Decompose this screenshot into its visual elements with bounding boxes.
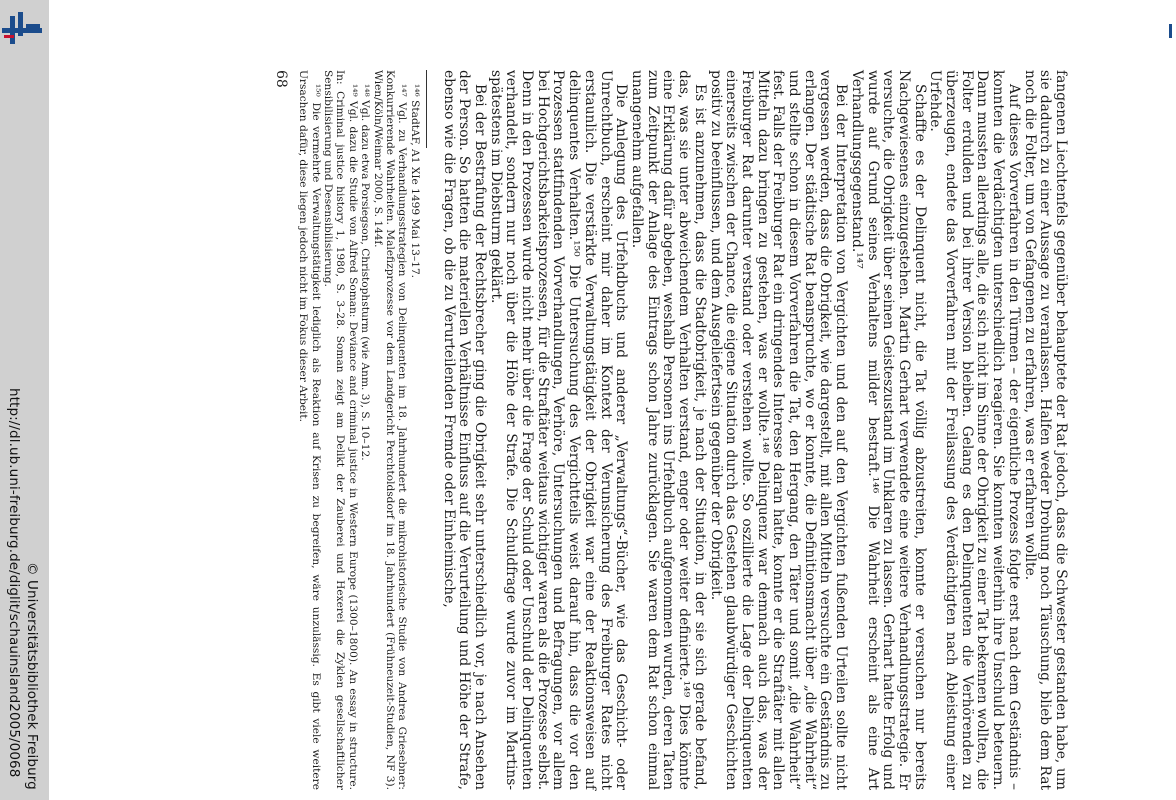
footnote: ¹⁴⁹ Vgl. dazu die Studie von Alfred Soman: Deviance and criminal justice in Western Europe (1300–1800). An essay in structure. In: Criminal justice history 1, 1980, S. 3–28. Soman zeigt am Delikt der Zauberei und Hexerei die Zyklen gesellschaftlicher Sensibilisierung und Desensibilisierung. bbox=[322, 70, 359, 790]
footnote: ¹⁴⁷ Vgl. zu Verhandlungsstrategien von Delinquenten im 18. Jahrhundert die mikrohistorische Studie von Andrea Griesebner: Konkurrierende Wahrheiten. Malefizprozesse vor dem Landgericht Perchtoldsdorf im 18. Jahrhundert (Frühneuzeit-Studien, NF 3). Wien/Köln/Weimar 2000, S. 144f. bbox=[371, 70, 409, 790]
paragraph: Schaffte es der Delinquent nicht, die Tat völlig abzustreiten, konnte er versuchen nur bereits Nachgewiesenes einzugestehen. Martin Gerhart verwendete eine weitere Verhandlungsstrategie. Er versuchte, die Obrigkeit über seinen Geisteszustand im Unklaren zu lassen. Gerhart hatte Erfolg und wurde auf Grund seines Verhaltens milder bestraft.¹⁴⁶ Die Wahrheit erscheint als eine Art Verhandlungsgegenstand.¹⁴⁷ bbox=[848, 70, 928, 790]
footnote: ¹⁴⁶ StadtAF, A1 XIe 1499 Mai 13–17. bbox=[408, 84, 421, 279]
paragraph: Es ist anzunehmen, dass die Stadtobrigkeit, je nach der Situation, in der sie sich gerade befand, das, was sie unter abweichendem Verhalten verstand, enger oder weiter definierte.¹⁴⁹ Dies könnte eine Erklärung dafür abgeben, weshalb Personen ins Urfehdbuch aufgenommen wurden, deren Taten zum Zeitpunkt der Anlage des Eintrags schon Jahre zurücklagen. Sie waren dem Rat schon einmal unangenehm aufgefallen. bbox=[629, 70, 708, 790]
paragraph: Auf dieses Vorverfahren in den Türmen – der eigentliche Prozess folgte erst nach dem Geständnis – konnten die Verdächtigten unterschiedlich reagieren. Sie konnten weiterhin ihre Unschuld beteuern. Dann mussten allerdings alle, die sich nicht im Sinne der Obrigkeit zu einer Tat bekennen wollten, die Folter erdulden und bei ihrer Version bleiben. Gelang es den Delinquenten die Verhörenden zu überzeugen, endete das Vorverfahren mit der Freilassung des Verdächtigten nach Ableistung einer Urfehde. bbox=[927, 70, 1022, 790]
library-logo-icon[interactable] bbox=[2, 10, 42, 50]
scanned-page bbox=[118, 70, 1068, 790]
paragraph: Bei der Bestrafung der Rechtsbrecher ging die Obrigkeit sehr unterschiedlich vor, je nach Ansehen der Person. So hatten die materiellen Verhältnisse Einfluss auf die Verurteilung und Höhe der Strafe, ebenso wie die Fragen, ob die zu Verurteilenden Fremde oder Einheimische, bbox=[440, 70, 488, 790]
viewer-sidebar bbox=[0, 0, 49, 800]
paragraph: Bei der Interpretation von Vergichten und den auf den Vergichten fußenden Urteilen sollte nicht vergessen werden, dass die Obrigkeit, wie dargestellt, mit allen Mitteln versuchte ein Geständnis zu erlangen. Der städtische Rat beanspruchte, wo er konnte, die Definitionsmacht über „die Wahrheit“ und stellte schon in diesem Vorverfahren die Tat, den Hergang, den Täter und somit „die Wahrheit“ fest. Falls der Freiburger Rat ein dringendes Interesse daran hatte, konnte er die Straftäter mit allen Mitteln dazu bringen zu gestehen, was er wollte.¹⁴⁸ Delinquenz war demnach auch das, was der Freiburger Rat darunter verstand oder verstehen wollte. So oszillierte die Lage der Delinquenten einerseits zwischen der Chance, die eigene Situation durch das Gestehen glaubwürdiger Geschichten positiv zu beeinflussen, und dem Ausgeliefertsein gegenüber der Obrigkeit. bbox=[707, 70, 850, 790]
paragraph: Die Anlegung des Urfehdbuchs und anderer „Verwaltungs“-Bücher, wie das Geschicht- oder Unrechtbuch, erscheint mir daher im Kontext der Verunsicherung des Freiburger Rates nicht erstaunlich. Die verstärkte Verwaltungstätigkeit der Obrigkeit war eine der Reaktionsweisen auf delinquentes Verhalten.¹⁵⁰ Die Untersuchung des Vergichtteils weist darauf hin, dass die vor den Prozessen stattfindenden Vorverhandlungen, Verhöre, Untersuchungen und Befragungen, vor allem bei Hochgerichtsbarkeitsprozessen, für die Straftäter weitaus wichtiger waren als die Prozesse selbst. Denn in den Prozessen wurde nicht mehr über die Frage der Schuld oder Unschuld der Delinquenten verhandelt, sondern nur noch über die Höhe der Strafe. Die Schuldfrage wurde zuvor im Martins- spätestens im Diebsturm geklärt. bbox=[487, 70, 630, 790]
right-edge-strip bbox=[1162, 0, 1176, 800]
footnote-rule bbox=[426, 70, 427, 148]
permalink-url[interactable]: http://dl.ub.uni-freiburg.de/diglit/schauinsland2005/0068 bbox=[6, 388, 22, 778]
page-number: 68 bbox=[272, 70, 289, 88]
footnote: ¹⁵⁰ Die vermehrte Verwaltungstätigkeit lediglich als Reaktion auf Krisen zu begreifen, wäre unzulässig. Es gibt viele weitere Ursachen dafür, diese liegen jedoch nicht im Fokus dieser Arbeit. bbox=[297, 70, 322, 790]
copyright-notice: © Universitätsbibliothek Freiburg bbox=[24, 562, 40, 790]
footnote: ¹⁴⁸ Vgl. dazu etwa Porsiegson, Christophsturm (wie Anm. 3), S. 10–12. bbox=[359, 84, 372, 461]
paragraph: fangenen Liechtenfels gegenüber behauptete der Rat jedoch, dass die Schwester gestanden habe, um sie dadurch zu einer Aussage zu veranlassen. Halfen weder Drohung noch Täuschung, blieb dem Rat noch die Folter, um von Gefangenen zu erfahren, was er erfahren wollte. bbox=[1021, 70, 1069, 790]
edge-marker bbox=[1169, 24, 1172, 38]
